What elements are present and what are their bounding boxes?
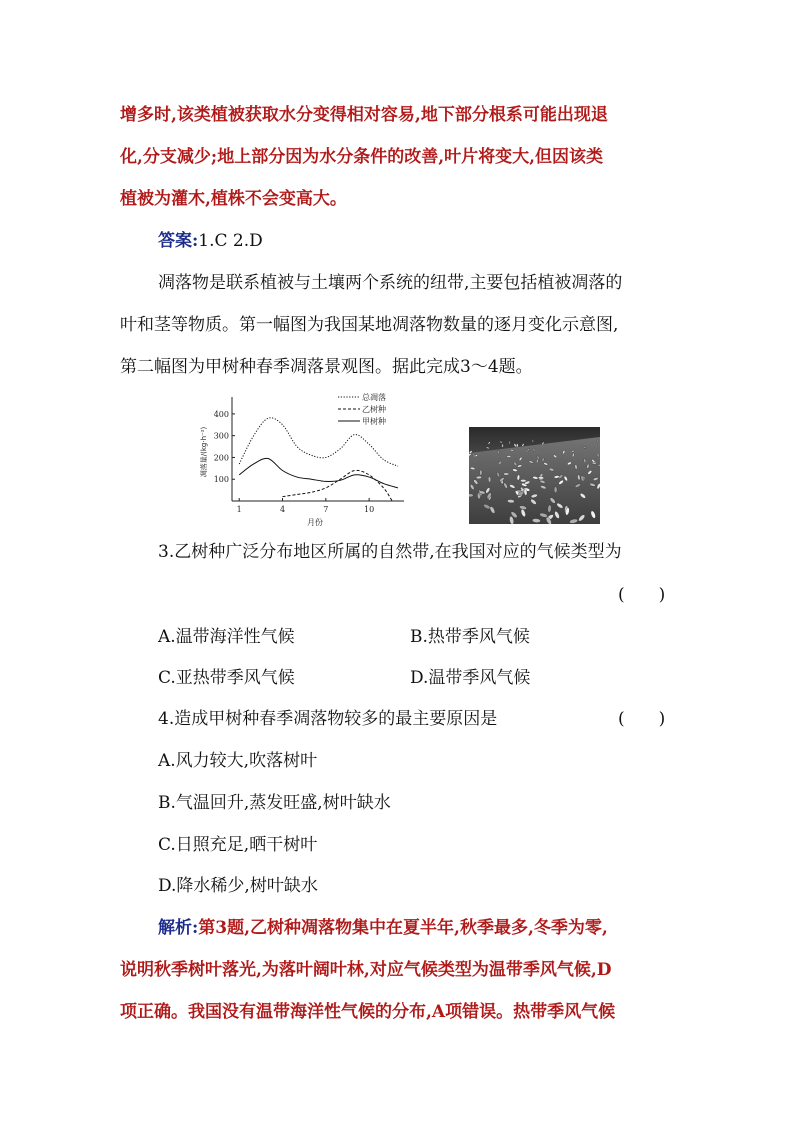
x-tick-label: 4 <box>279 505 286 514</box>
answer-line <box>158 229 263 253</box>
q4-option-d[interactable]: D.降水稀少,树叶缺水 <box>158 876 318 896</box>
intro-line-1: 增多时,该类植被获取水分变得相对容易,地下部分根系可能出现退 <box>120 105 608 125</box>
y-tick-label: 300 <box>213 431 229 441</box>
leaf <box>502 444 504 447</box>
analysis-line-1 <box>158 916 608 940</box>
q3-option-c[interactable]: C.亚热带季风气候 <box>158 668 295 688</box>
q4-answer-paren: ( ) <box>618 709 666 729</box>
analysis-line-2: 说明秋季树叶落光,为落叶阔叶林,对应气候类型为温带季风气候,D <box>120 960 612 980</box>
q4-stem: 4.造成甲树种春季凋落物较多的最主要原因是 <box>158 709 498 729</box>
leaf <box>538 476 544 479</box>
x-tick-label: 7 <box>323 505 329 514</box>
series-line-2 <box>239 458 398 488</box>
leaf <box>520 479 526 482</box>
x-tick-label: 10 <box>364 505 375 514</box>
leaf <box>554 487 557 493</box>
intro-line-2: 化,分支减少;地上部分因为水分条件的改善,叶片将变大,但因该类 <box>120 147 604 167</box>
spring-litterfall-photo <box>469 427 600 524</box>
litterfall-chart <box>198 393 410 531</box>
q3-option-b[interactable]: B.热带季风气候 <box>410 627 530 647</box>
x-axis-label: 月份 <box>307 518 323 527</box>
analysis-label: 解析: <box>158 918 199 938</box>
analysis-text-1: 第3题,乙树种凋落物集中在夏半年,秋季最多,冬季为零, <box>198 918 608 938</box>
leaf <box>504 473 509 475</box>
leaf <box>479 470 482 475</box>
leaf <box>516 444 518 447</box>
series-line-1 <box>283 470 393 501</box>
legend-label-1: 乙树种 <box>362 405 386 414</box>
q4-option-b[interactable]: B.气温回升,蒸发旺盛,树叶缺水 <box>158 793 391 813</box>
intro-line-3: 植被为灌木,植株不会变高大。 <box>120 189 347 209</box>
y-tick-label: 200 <box>213 453 229 463</box>
analysis-line-3: 项正确。我国没有温带海洋性气候的分布,A项错误。热带季风气候 <box>120 1002 616 1022</box>
y-axis-label: 凋落量/(kg·h⁻²) <box>200 426 208 478</box>
leaf <box>488 477 491 483</box>
q4-option-a[interactable]: A.风力较大,吹落树叶 <box>158 751 318 771</box>
y-tick-label: 100 <box>213 475 229 485</box>
legend-label-2: 甲树种 <box>362 417 386 426</box>
answer-value: 1.C 2.D <box>198 231 263 251</box>
passage-line-2: 叶和茎等物质。第一幅图为我国某地凋落物数量的逐月变化示意图, <box>120 315 619 335</box>
legend-label-0: 总凋落 <box>362 393 386 402</box>
answer-label: 答案: <box>158 231 199 251</box>
passage-line-3: 第二幅图为甲树种春季凋落景观图。据此完成3～4题。 <box>120 357 533 377</box>
leaf <box>507 455 511 457</box>
q3-answer-paren: ( ) <box>618 585 666 605</box>
x-tick-label: 1 <box>236 505 242 514</box>
q3-stem: 3.乙树种广泛分布地区所属的自然带,在我国对应的气候类型为 <box>158 542 622 562</box>
passage-line-1: 凋落物是联系植被与土壤两个系统的纽带,主要包括植被凋落的 <box>158 273 623 293</box>
q4-option-c[interactable]: C.日照充足,晒干树叶 <box>158 835 318 855</box>
y-tick-label: 400 <box>213 409 229 419</box>
q3-option-a[interactable]: A.温带海洋性气候 <box>158 627 295 647</box>
q3-option-d[interactable]: D.温带季风气候 <box>410 668 531 688</box>
